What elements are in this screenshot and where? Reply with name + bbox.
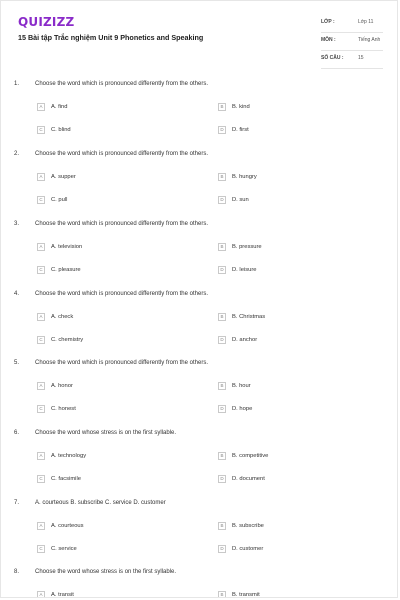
option-letter-box[interactable]: A [37,173,45,181]
question-8 [1,569,398,598]
option-letter-box[interactable]: D [218,336,226,344]
question-text: Choose the word which is pronounced differently from the others. [35,151,208,157]
option-text: A. courteous [51,523,84,529]
option-text: C. service [51,546,77,552]
option-letter-box[interactable]: D [218,405,226,413]
option-letter-box[interactable]: B [218,103,226,111]
question-text: Choose the word which is pronounced differently from the others. [35,221,208,227]
meta-info [321,15,383,69]
option-text: B. subscribe [232,523,264,529]
question-number: 2. [14,151,20,157]
question-text: Choose the word which is pronounced differently from the others. [35,81,208,87]
option-text: C. blind [51,127,71,133]
question-3 [1,221,398,291]
option-text: C. chemistry [51,337,84,343]
question-6 [1,430,398,500]
option-letter-box[interactable]: B [218,243,226,251]
option-text: B. transmit [232,592,260,598]
question-text: Choose the word whose stress is on the first syllable. [35,430,177,436]
option-letter-box[interactable]: C [37,475,45,483]
option-text: A. technology [51,453,87,459]
meta-label: MÔN : [321,37,336,43]
page-title: 15 Bài tập Trắc nghiệm Unit 9 Phonetics and Speaking [18,33,204,42]
option-letter-box[interactable]: D [218,266,226,274]
quizizz-logo: QUIZIZZ [18,15,75,29]
option-text: B. hungry [232,174,257,180]
meta-row-subject [321,33,383,51]
option-text: D. first [232,127,249,133]
option-text: A. find [51,104,68,110]
question-number: 3. [14,221,20,227]
question-number: 7. [14,500,20,506]
option-letter-box[interactable]: B [218,313,226,321]
option-text: A. transit [51,592,74,598]
question-number: 1. [14,81,20,87]
meta-row-question-count [321,51,383,69]
option-text: C. pull [51,197,68,203]
option-letter-box[interactable]: D [218,196,226,204]
option-letter-box[interactable]: A [37,591,45,598]
option-text: D. document [232,476,265,482]
question-1 [1,81,398,151]
option-letter-box[interactable]: C [37,405,45,413]
option-text: A. supper [51,174,76,180]
option-letter-box[interactable]: D [218,545,226,553]
option-letter-box[interactable]: B [218,382,226,390]
option-letter-box[interactable]: A [37,243,45,251]
option-text: D. anchor [232,337,258,343]
option-text: B. competitive [232,453,269,459]
option-letter-box[interactable]: C [37,196,45,204]
meta-label: LỚP : [321,19,335,25]
option-text: C. facsimile [51,476,81,482]
question-number: 8. [14,569,20,575]
option-letter-box[interactable]: C [37,336,45,344]
option-text: A. television [51,244,83,250]
option-letter-box[interactable]: C [37,266,45,274]
option-letter-box[interactable]: A [37,313,45,321]
option-text: B. pressure [232,244,262,250]
meta-value: 15 [358,55,364,61]
option-letter-box[interactable]: A [37,103,45,111]
question-4 [1,291,398,361]
question-text: A. courteous B. subscribe C. service D. customer [35,500,166,506]
meta-label: SỐ CÂU : [321,55,344,61]
question-text: Choose the word whose stress is on the first syllable. [35,569,177,575]
option-text: D. sun [232,197,249,203]
option-letter-box[interactable]: C [37,126,45,134]
option-text: C. pleasure [51,267,81,273]
option-letter-box[interactable]: D [218,475,226,483]
option-letter-box[interactable]: A [37,382,45,390]
option-text: B. hour [232,383,251,389]
option-text: A. check [51,314,74,320]
option-text: A. honor [51,383,73,389]
option-letter-box[interactable]: D [218,126,226,134]
option-letter-box[interactable]: B [218,591,226,598]
option-text: B. Christmas [232,314,266,320]
question-2 [1,151,398,221]
option-letter-box[interactable]: B [218,173,226,181]
option-text: B. kind [232,104,250,110]
option-letter-box[interactable]: C [37,545,45,553]
option-text: C. honest [51,406,76,412]
option-letter-box[interactable]: A [37,522,45,530]
question-text: Choose the word which is pronounced differently from the others. [35,291,208,297]
option-text: D. leisure [232,267,257,273]
question-number: 5. [14,360,20,366]
question-number: 4. [14,291,20,297]
question-5 [1,360,398,430]
option-letter-box[interactable]: B [218,452,226,460]
question-number: 6. [14,430,20,436]
meta-value: Lớp 11 [358,19,374,25]
option-letter-box[interactable]: B [218,522,226,530]
option-text: D. customer [232,546,264,552]
meta-row-class [321,15,383,33]
question-7 [1,500,398,570]
option-text: D. hope [232,406,253,412]
option-letter-box[interactable]: A [37,452,45,460]
worksheet-header [1,1,398,65]
question-text: Choose the word which is pronounced differently from the others. [35,360,208,366]
meta-value: Tiếng Anh [358,37,381,43]
